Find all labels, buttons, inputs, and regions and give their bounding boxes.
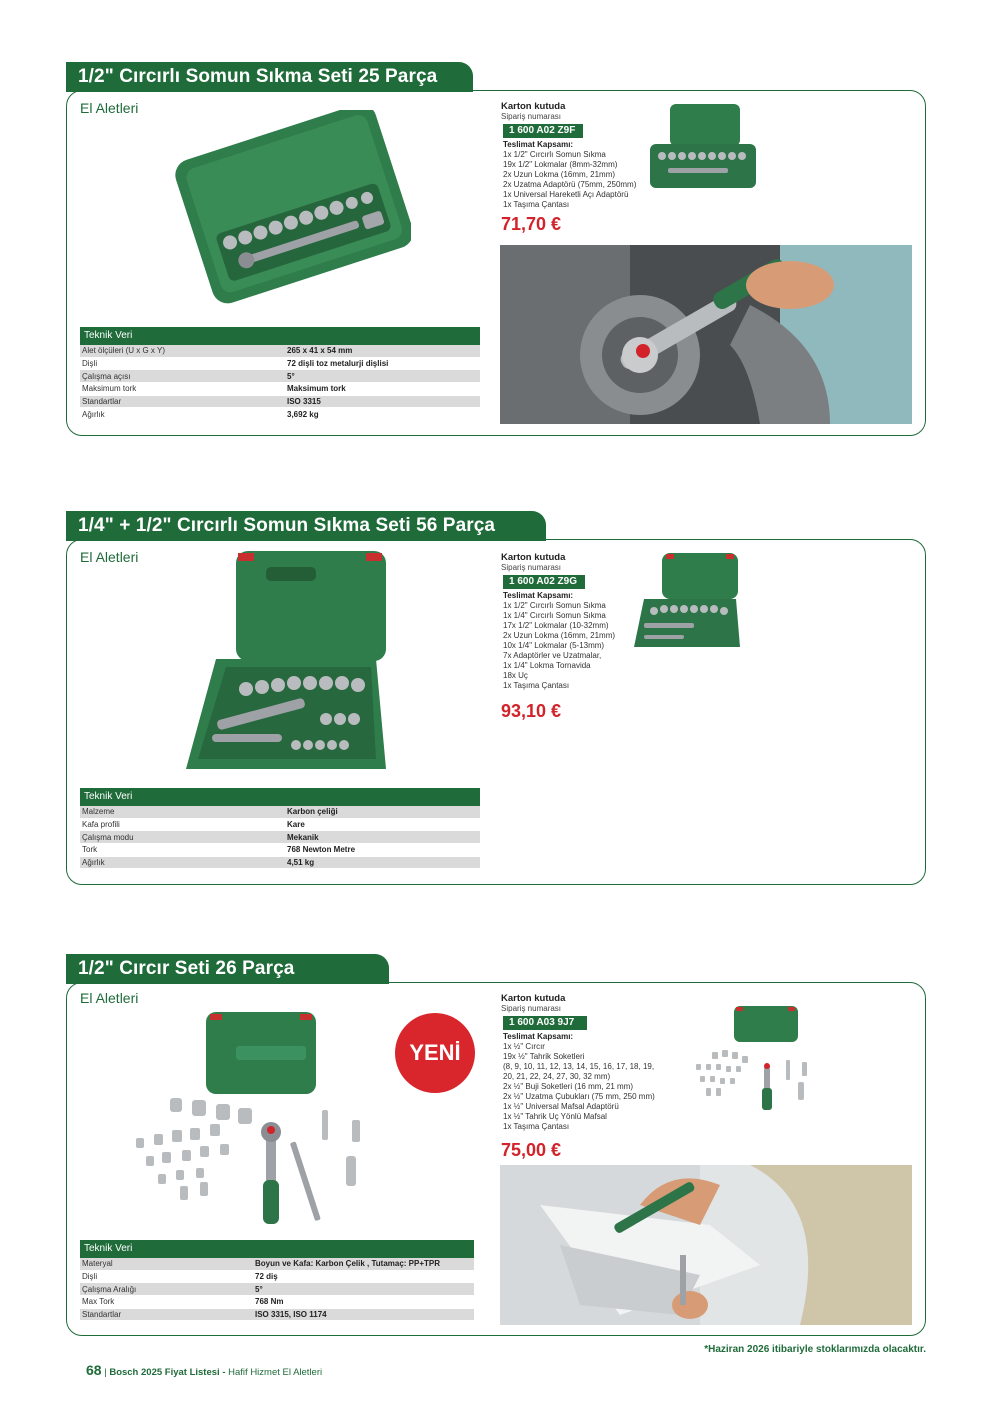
delivery-scope-item: 19x ½" Tahrik Soketleri xyxy=(503,1052,585,1061)
delivery-scope-item: (8, 9, 10, 11, 12, 13, 14, 15, 16, 17, 18, 19, xyxy=(503,1062,655,1071)
usage-photo xyxy=(500,1165,912,1325)
delivery-scope-item: 10x 1/4" Lokmalar (5-13mm) xyxy=(503,641,605,650)
page-number: 68 xyxy=(86,1362,102,1378)
spec-table-title: Teknik Veri xyxy=(80,327,480,345)
spec-key: Tork xyxy=(82,845,98,855)
category-label: El Aletleri xyxy=(80,990,139,1006)
spec-key: Kafa profili xyxy=(82,820,120,830)
spec-row xyxy=(80,383,480,396)
spec-value: 5° xyxy=(255,1284,263,1294)
spec-key: Alet ölçüleri (U x G x Y) xyxy=(82,346,165,356)
order-number-label: Sipariş numarası xyxy=(501,1004,562,1013)
spec-value: 4,51 kg xyxy=(287,858,315,868)
spec-row xyxy=(80,1271,474,1284)
delivery-scope-item: 7x Adaptörler ve Uzatmalar, xyxy=(503,651,602,660)
spec-key: Max Tork xyxy=(82,1297,115,1307)
product-section-2 xyxy=(66,511,926,887)
order-info xyxy=(501,102,636,234)
product-title: 1/2" Cırcırlı Somun Sıkma Seti 25 Parça xyxy=(66,62,473,92)
spec-key: Ağırlık xyxy=(82,858,105,868)
delivery-scope-item: 1x Universal Hareketli Açı Adaptörü xyxy=(503,190,629,199)
delivery-scope-item: 1x Taşıma Çantası xyxy=(503,1122,570,1131)
spec-value: Kare xyxy=(287,820,305,830)
spec-table-title: Teknik Veri xyxy=(80,788,480,806)
new-badge: YENİ xyxy=(395,1013,475,1093)
category-label: El Aletleri xyxy=(80,549,139,565)
spec-key: Materyal xyxy=(82,1259,113,1269)
spec-row xyxy=(80,1258,474,1271)
packaging-label: Karton kutuda xyxy=(501,101,566,112)
delivery-scope-item: 20, 21, 22, 24, 27, 30, 32 mm) xyxy=(503,1072,611,1081)
spec-table xyxy=(80,1240,474,1321)
footer-separator: | xyxy=(104,1367,107,1378)
delivery-scope-item: 2x Uzun Lokma (16mm, 21mm) xyxy=(503,170,616,179)
spec-value: Karbon çeliği xyxy=(287,807,338,817)
delivery-scope-item: 17x 1/2" Lokmalar (10-32mm) xyxy=(503,621,609,630)
delivery-scope-title: Teslimat Kapsamı: xyxy=(503,591,574,600)
spec-table xyxy=(80,327,480,421)
spec-row xyxy=(80,1309,474,1322)
packaging-label: Karton kutuda xyxy=(501,993,566,1004)
spec-value: Maksimum tork xyxy=(287,384,346,394)
delivery-scope-item: 1x 1/2" Cırcırlı Somun Sıkma xyxy=(503,601,606,610)
product-image-case xyxy=(176,549,391,789)
spec-value: Boyun ve Kafa: Karbon Çelik , Tutamaç: PP+TPR xyxy=(255,1259,441,1269)
delivery-scope-item: 1x ½" Tahrik Uç Yönlü Mafsal xyxy=(503,1112,607,1121)
delivery-scope-item: 18x Uç xyxy=(503,671,528,680)
spec-row xyxy=(80,1283,474,1296)
delivery-scope-item: 1x 1/2" Cırcırlı Somun Sıkma xyxy=(503,150,606,159)
spec-value: 3,692 kg xyxy=(287,409,319,419)
spec-value: 5° xyxy=(287,371,295,381)
spec-row xyxy=(80,831,480,844)
order-info xyxy=(501,553,615,721)
spec-value: 768 Newton Metre xyxy=(287,845,356,855)
spec-value: ISO 3315, ISO 1174 xyxy=(255,1310,327,1320)
spec-key: Dişli xyxy=(82,359,98,369)
spec-key: Çalışma açısı xyxy=(82,371,131,381)
product-image-case xyxy=(171,110,411,310)
product-title: 1/2" Cırcır Seti 26 Parça xyxy=(66,954,389,984)
spec-key: Maksimum tork xyxy=(82,384,137,394)
product-section-1 xyxy=(66,62,926,438)
delivery-scope-item: 1x 1/4" Lokma Tornavida xyxy=(503,661,591,670)
spec-value: 768 Nm xyxy=(255,1297,284,1307)
usage-photo xyxy=(500,245,912,424)
spec-value: 72 diş xyxy=(255,1272,278,1282)
category-label: El Aletleri xyxy=(80,100,139,116)
spec-table-title: Teknik Veri xyxy=(80,1240,474,1258)
spec-key: Çalışma modu xyxy=(82,832,134,842)
delivery-scope-item: 1x Taşıma Çantası xyxy=(503,681,570,690)
order-number: 1 600 A03 9J7 xyxy=(503,1016,587,1030)
spec-value: 72 dişli toz metalurji dişlisi xyxy=(287,359,389,369)
product-title: 1/4" + 1/2" Cırcırlı Somun Sıkma Seti 56 Parça xyxy=(66,511,546,541)
delivery-scope-item: 19x 1/2" Lokmalar (8mm-32mm) xyxy=(503,160,618,169)
spec-key: Standartlar xyxy=(82,1310,122,1320)
spec-key: Dişli xyxy=(82,1272,98,1282)
delivery-scope-item: 2x Uzatma Adaptörü (75mm, 250mm) xyxy=(503,180,637,189)
spec-row xyxy=(80,806,480,819)
spec-row xyxy=(80,396,480,409)
spec-row xyxy=(80,408,480,421)
delivery-scope-item: 1x ½" Cırcır xyxy=(503,1042,545,1051)
order-number: 1 600 A02 Z9G xyxy=(503,575,585,589)
spec-row xyxy=(80,1296,474,1309)
price: 71,70 € xyxy=(501,214,562,234)
spec-table xyxy=(80,788,480,869)
delivery-scope-item: 2x ½" Buji Soketleri (16 mm, 21 mm) xyxy=(503,1082,633,1091)
delivery-scope-title: Teslimat Kapsamı: xyxy=(503,1032,574,1041)
order-number-label: Sipariş numarası xyxy=(501,112,562,121)
order-number-label: Sipariş numarası xyxy=(501,563,562,572)
spec-row xyxy=(80,345,480,358)
spec-value: Mekanik xyxy=(287,832,319,842)
delivery-scope-item: 1x 1/4" Cırcırlı Somun Sıkma xyxy=(503,611,606,620)
spec-value: ISO 3315 xyxy=(287,397,321,407)
packaging-label: Karton kutuda xyxy=(501,552,566,563)
availability-footnote: *Haziran 2026 itibariyle stoklarımızda olacaktır. xyxy=(704,1344,926,1355)
delivery-scope-item: 1x ½" Universal Mafsal Adaptörü xyxy=(503,1102,619,1111)
spec-row xyxy=(80,819,480,832)
order-number: 1 600 A02 Z9F xyxy=(503,124,583,138)
price: 75,00 € xyxy=(501,1140,562,1160)
spec-key: Çalışma Aralığı xyxy=(82,1284,137,1294)
product-thumbnail xyxy=(648,100,758,200)
spec-row xyxy=(80,844,480,857)
spec-row xyxy=(80,358,480,371)
spec-key: Ağırlık xyxy=(82,409,105,419)
product-thumbnail xyxy=(632,551,742,651)
spec-key: Standartlar xyxy=(82,397,122,407)
delivery-scope-item: 2x ½" Uzatma Çubukları (75 mm, 250 mm) xyxy=(503,1092,655,1101)
product-image-case xyxy=(126,1010,426,1230)
delivery-scope-title: Teslimat Kapsamı: xyxy=(503,140,574,149)
price: 93,10 € xyxy=(501,701,562,721)
footer-dash: - xyxy=(222,1367,226,1378)
delivery-scope-item: 1x Taşıma Çantası xyxy=(503,200,570,209)
spec-row xyxy=(80,370,480,383)
delivery-scope-item: 2x Uzun Lokma (16mm, 21mm) xyxy=(503,631,616,640)
order-info xyxy=(501,994,655,1160)
product-section-3 xyxy=(66,954,926,1338)
spec-key: Malzeme xyxy=(82,807,115,817)
product-thumbnail xyxy=(692,1004,822,1114)
spec-value: 265 x 41 x 54 mm xyxy=(287,346,353,356)
page-footer xyxy=(86,1362,322,1378)
footer-section: Hafif Hizmet El Aletleri xyxy=(228,1367,323,1378)
spec-row xyxy=(80,857,480,870)
footer-brand: Bosch 2025 Fiyat Listesi xyxy=(109,1367,220,1378)
